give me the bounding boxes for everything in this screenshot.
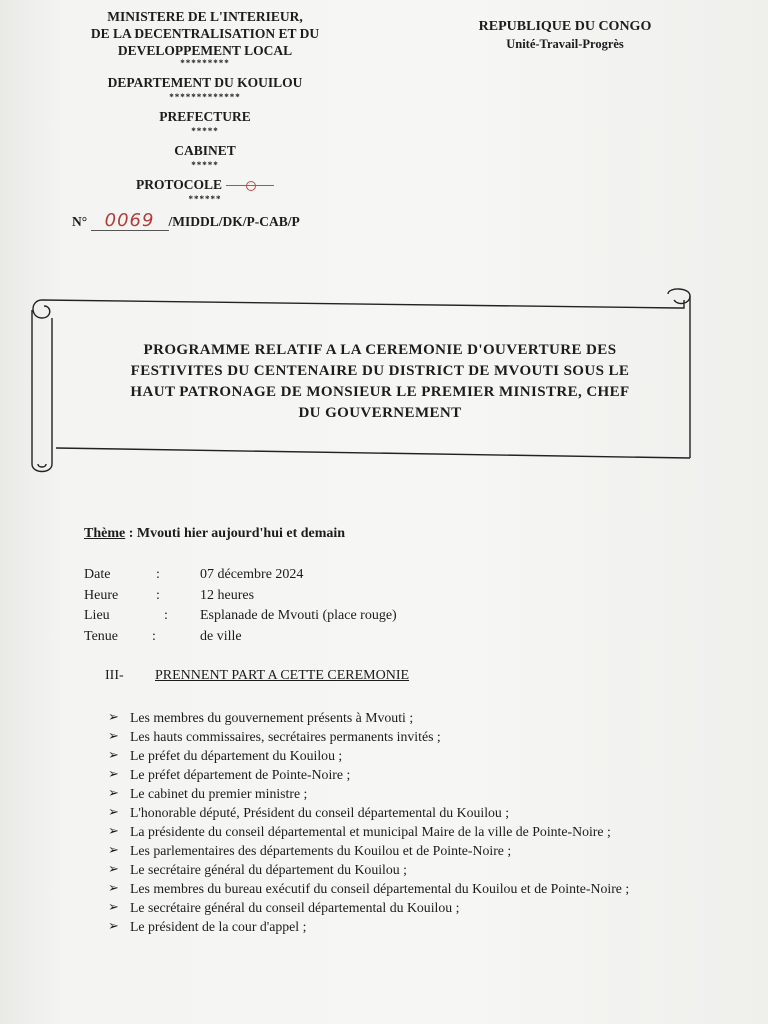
detail-value: 12 heures: [200, 587, 255, 603]
list-item: [108, 727, 688, 746]
title-line4: DU GOUVERNEMENT: [298, 405, 462, 421]
separator-stars: *****: [191, 160, 219, 170]
reference-number: [72, 212, 300, 231]
participant-text: Le secrétaire général du département du Kouilou ;: [130, 862, 407, 877]
list-item: [108, 765, 688, 784]
participant-text: Le préfet du département du Kouilou ;: [130, 748, 343, 763]
separator-stars: *************: [169, 92, 241, 102]
detail-row-time: [84, 586, 504, 607]
detail-row-dress: [84, 627, 504, 648]
detail-row-place: [84, 606, 504, 627]
participant-text: Le préfet département de Pointe-Noire ;: [130, 767, 351, 782]
list-item: [108, 898, 688, 917]
participant-text: Les membres du bureau exécutif du conseil départemental du Kouilou et de Pointe-Noire ;: [130, 881, 630, 896]
participant-text: Le président de la cour d'appel ;: [130, 919, 307, 934]
reference-suffix: /MIDDL/DK/P-CAB/P: [168, 214, 300, 229]
handwritten-number: 0069: [91, 212, 169, 231]
list-item: [108, 822, 688, 841]
participant-text: Le cabinet du premier ministre ;: [130, 786, 308, 801]
prefecture-label: PREFECTURE: [159, 109, 251, 124]
detail-separator: :: [164, 608, 168, 623]
arrow-bullet-icon: ➢: [108, 862, 119, 877]
detail-separator: :: [156, 567, 160, 582]
title-line1: PROGRAMME RELATIF A LA CEREMONIE D'OUVERTURE DES: [143, 342, 617, 358]
section-number: III-: [105, 668, 124, 683]
participant-text: L'honorable député, Président du conseil départemental du Kouilou ;: [130, 805, 510, 820]
detail-separator: :: [152, 628, 156, 644]
arrow-bullet-icon: ➢: [108, 767, 119, 782]
protocole-label: PROTOCOLE: [135, 177, 223, 192]
title-line2: FESTIVITES DU CENTENAIRE DU DISTRICT DE MVOUTI SOUS LE: [130, 363, 630, 379]
arrow-bullet-icon: ➢: [108, 919, 119, 934]
participant-text: Les hauts commissaires, secrétaires permanents invités ;: [130, 729, 441, 744]
theme-label: Thème: [84, 526, 126, 541]
detail-value: de ville: [200, 628, 242, 644]
theme-value: Mvouti hier aujourd'hui et demain: [136, 526, 346, 541]
detail-key: Lieu: [84, 608, 110, 623]
reference-prefix: N°: [72, 214, 88, 229]
detail-value: Esplanade de Mvouti (place rouge): [200, 608, 397, 623]
section-heading: [105, 668, 409, 684]
theme-line: [84, 526, 345, 542]
arrow-bullet-icon: ➢: [108, 748, 119, 763]
arrow-bullet-icon: ➢: [108, 900, 119, 915]
document-title: [70, 340, 690, 424]
theme-separator: :: [128, 526, 134, 541]
detail-value: 07 décembre 2024: [200, 567, 304, 582]
participants-list: [108, 708, 688, 936]
arrow-bullet-icon: ➢: [108, 786, 119, 801]
detail-key: Tenue: [84, 628, 119, 644]
detail-key: Heure: [84, 587, 119, 603]
arrow-bullet-icon: ➢: [108, 881, 119, 896]
list-item: [108, 784, 688, 803]
ministry-name-line1: MINISTERE DE L'INTERIEUR,: [107, 9, 303, 24]
detail-row-date: [84, 565, 504, 586]
list-item: [108, 803, 688, 822]
protocole-row: [60, 176, 350, 193]
arrow-bullet-icon: ➢: [108, 710, 119, 725]
participant-text: Les membres du gouvernement présents à Mvouti ;: [130, 710, 414, 725]
arrow-bullet-icon: ➢: [108, 729, 119, 744]
arrow-bullet-icon: ➢: [108, 805, 119, 820]
list-item: [108, 708, 688, 727]
republic-motto: Unité-Travail-Progrès: [506, 37, 624, 51]
separator-stars: ******: [188, 194, 222, 204]
section-title: PRENNENT PART A CETTE CEREMONIE: [155, 668, 410, 683]
ministry-name-line3: DEVELOPPEMENT LOCAL: [117, 43, 293, 58]
ministry-header: [60, 8, 350, 210]
list-item: [108, 841, 688, 860]
detail-key: Date: [84, 567, 111, 582]
ministry-name-line2: DE LA DECENTRALISATION ET DU: [90, 26, 320, 41]
title-line3: HAUT PATRONAGE DE MONSIEUR LE PREMIER MINISTRE, CHEF: [130, 384, 630, 400]
list-item: [108, 860, 688, 879]
participant-text: La présidente du conseil départemental et municipal Maire de la ville de Pointe-Noire ;: [130, 824, 611, 839]
cabinet-label: CABINET: [174, 143, 236, 158]
participant-text: Le secrétaire général du conseil départemental du Kouilou ;: [130, 900, 460, 915]
list-item: [108, 917, 688, 936]
separator-stars: *********: [180, 58, 230, 68]
handwritten-mark-icon: [226, 182, 274, 190]
list-item: [108, 879, 688, 898]
republic-name: REPUBLIQUE DU CONGO: [478, 19, 652, 34]
detail-separator: :: [156, 587, 160, 603]
event-details: [84, 565, 504, 647]
arrow-bullet-icon: ➢: [108, 843, 119, 858]
separator-stars: *****: [191, 126, 219, 136]
department-name: DEPARTEMENT DU KOUILOU: [107, 75, 303, 90]
list-item: [108, 746, 688, 765]
arrow-bullet-icon: ➢: [108, 824, 119, 839]
participant-text: Les parlementaires des départements du Kouilou et de Pointe-Noire ;: [130, 843, 512, 858]
republic-header: [470, 18, 660, 52]
